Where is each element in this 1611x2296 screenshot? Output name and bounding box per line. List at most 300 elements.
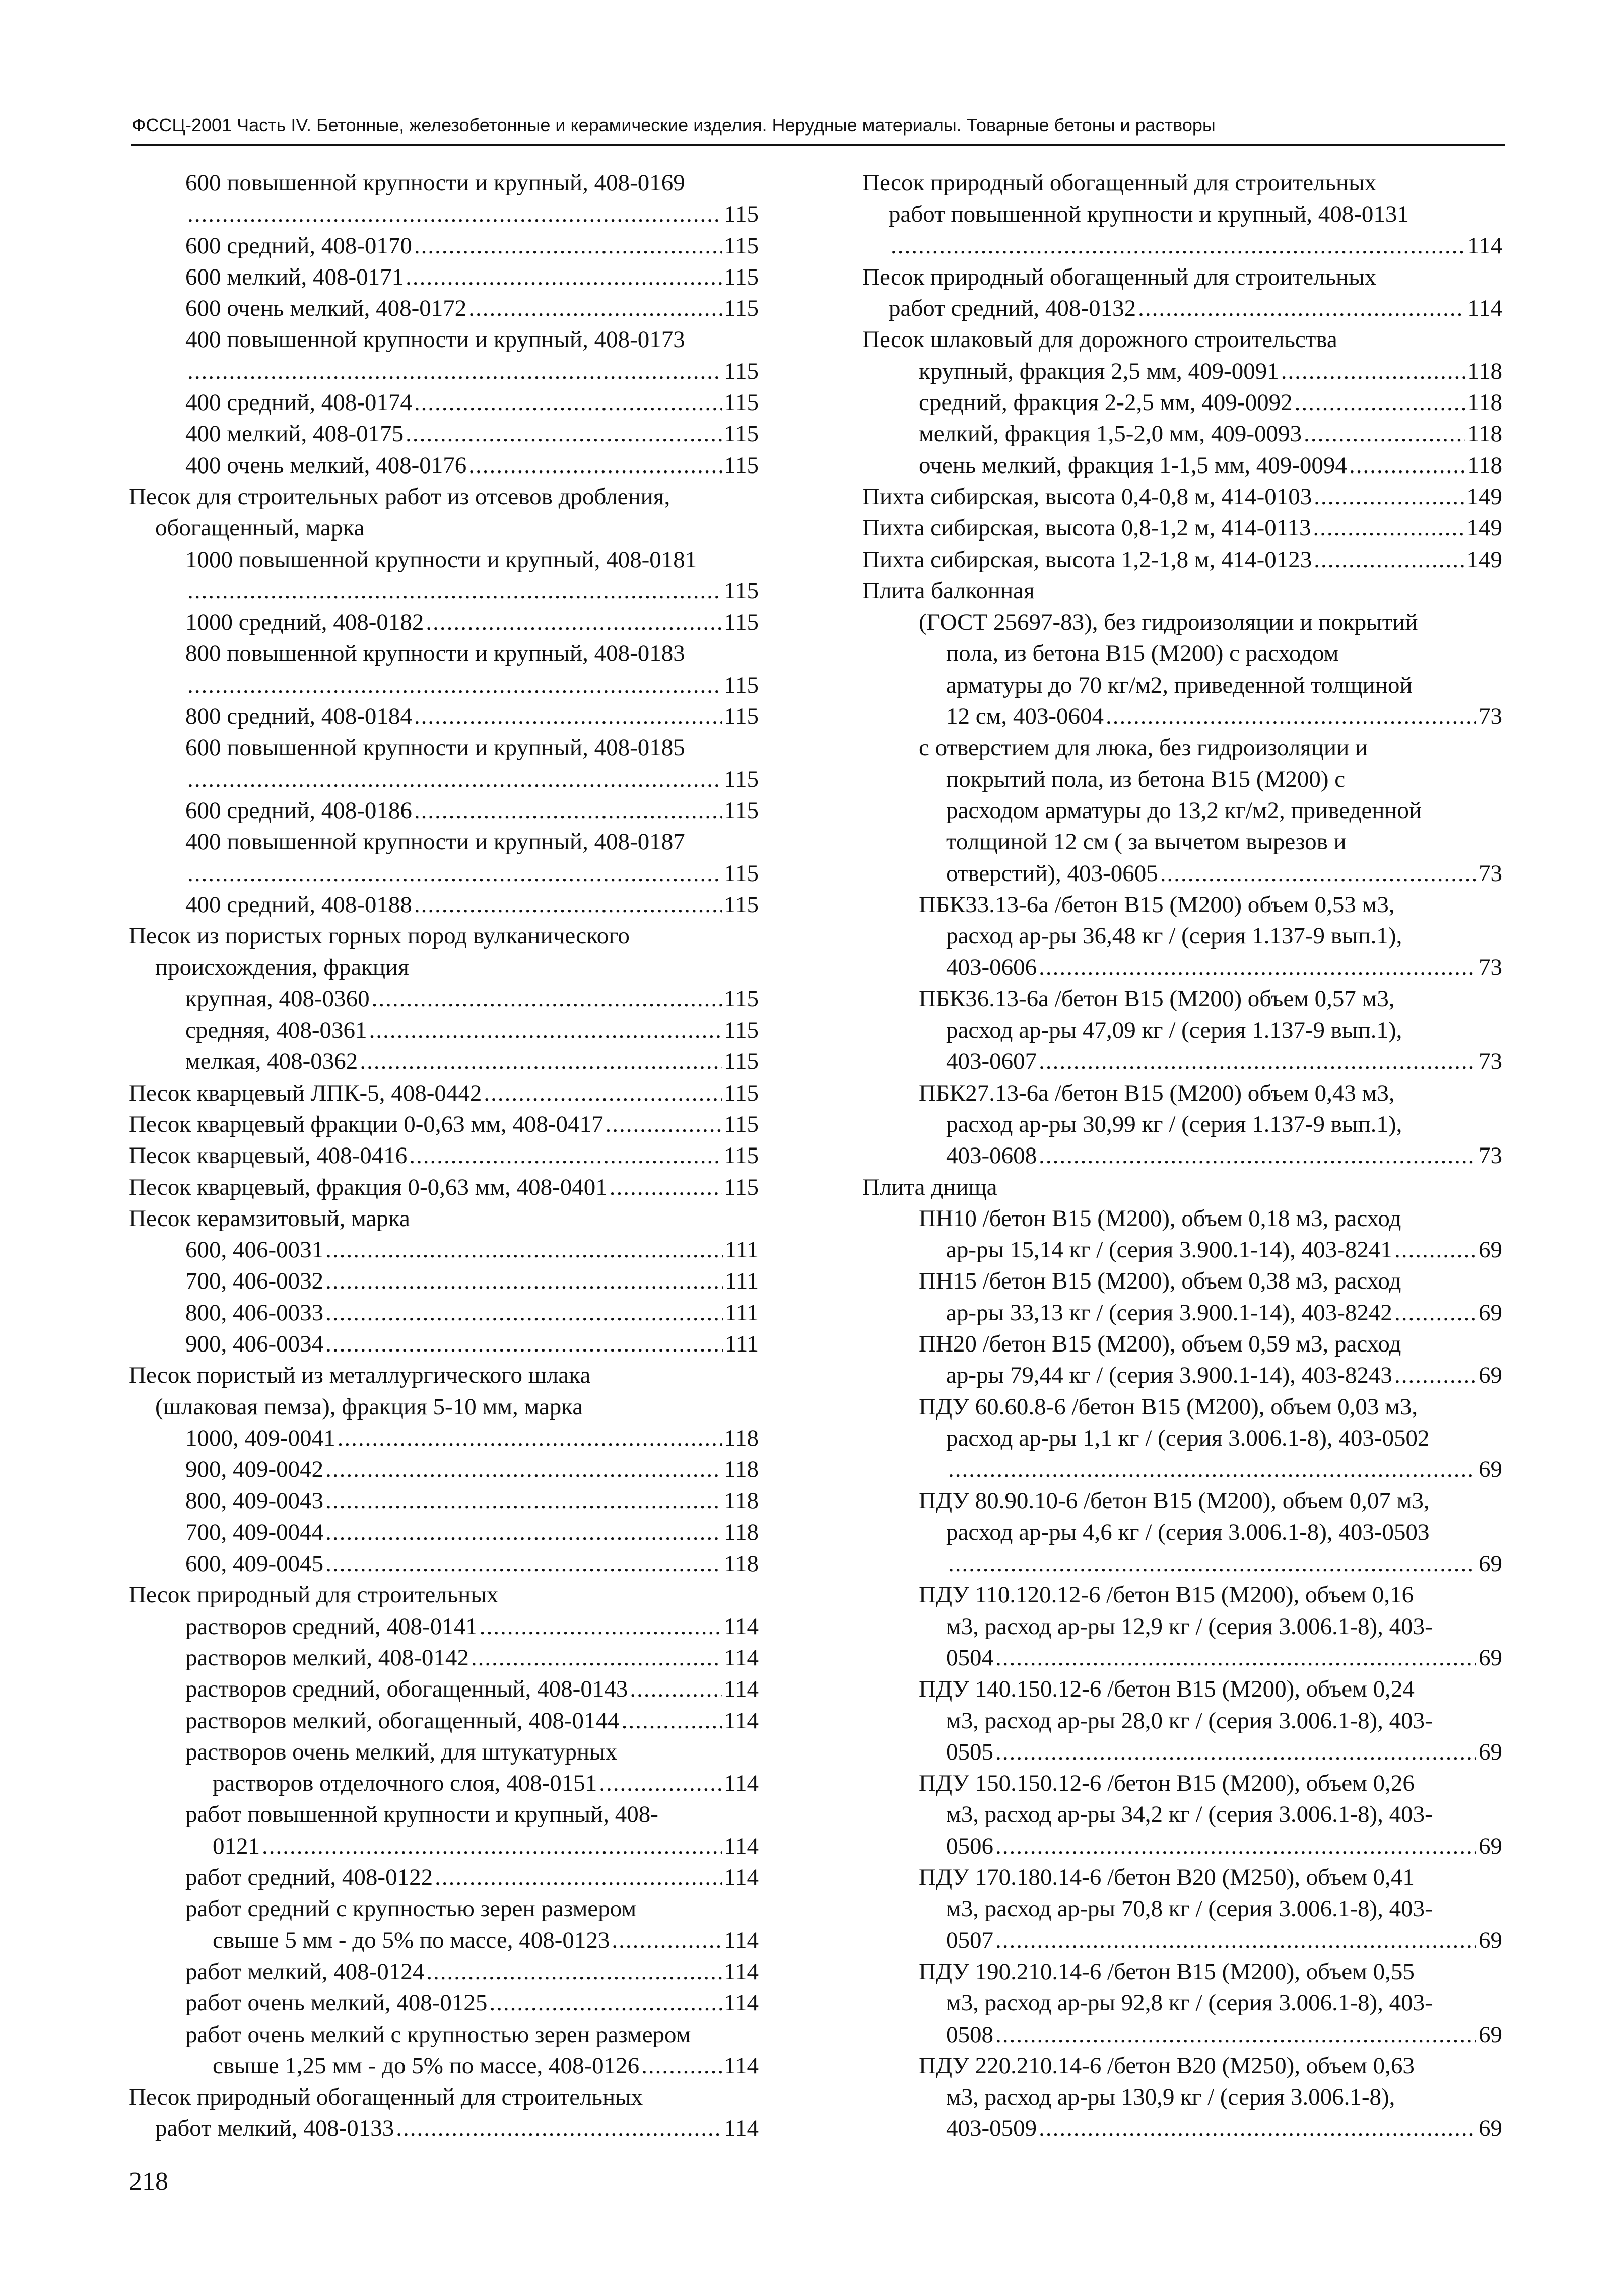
entry-text: 403-0607	[946, 1048, 1037, 1075]
entry-text: отверстий), 403-0605	[946, 860, 1158, 887]
entry-page-number: 115	[724, 860, 759, 887]
index-entry	[862, 1862, 1502, 1893]
dot-leader	[468, 450, 722, 481]
entry-text: работ мелкий, 408-0133	[155, 2115, 394, 2142]
index-entry	[129, 1611, 759, 1642]
dot-leader	[187, 575, 722, 606]
dot-leader	[948, 1454, 1476, 1485]
index-entry	[129, 2113, 759, 2144]
entry-text: 0508	[946, 2021, 993, 2048]
entry-page-number: 114	[1467, 232, 1502, 259]
entry-text: м3, расход ар-ры 12,9 кг / (серия 3.006.1-8), 403-	[946, 1613, 1433, 1640]
dot-leader	[435, 1862, 722, 1893]
index-entry	[862, 450, 1502, 481]
dot-leader	[187, 356, 722, 387]
index-entry	[129, 575, 759, 606]
index-entry	[129, 1485, 759, 1516]
entry-text: Песок кварцевый ЛПК-5, 408-0442	[129, 1079, 482, 1106]
entry-text: Плита балконная	[862, 577, 1035, 604]
entry-text: 800 средний, 408-0184	[185, 703, 412, 730]
index-column-left	[129, 167, 759, 2144]
dot-leader	[187, 858, 722, 889]
index-entry	[129, 1265, 759, 1297]
entry-page-number: 114	[724, 1613, 759, 1640]
dot-leader	[325, 1485, 722, 1516]
index-entry	[862, 1925, 1502, 1956]
entry-text: 700, 409-0044	[185, 1519, 324, 1545]
entry-text: ПН10 /бетон В15 (М200), объем 0,18 м3, расход	[919, 1205, 1401, 1232]
index-entry	[129, 1140, 759, 1171]
dot-leader	[1394, 1234, 1476, 1265]
entry-text: ар-ры 15,14 кг / (серия 3.900.1-14), 403-8241	[946, 1237, 1392, 1263]
index-entry	[129, 1172, 759, 1203]
index-entry	[862, 1172, 1502, 1203]
dot-leader	[891, 230, 1465, 261]
dot-leader	[325, 1234, 723, 1265]
entry-text: Песок шлаковый для дорожного строительства	[862, 326, 1337, 353]
index-entry	[862, 983, 1502, 1015]
index-entry	[862, 1265, 1502, 1297]
index-entry	[129, 983, 759, 1015]
index-entry	[862, 1768, 1502, 1799]
entry-page-number: 114	[724, 1644, 759, 1671]
index-entry	[129, 418, 759, 449]
index-entry	[129, 293, 759, 324]
entry-text: Песок керамзитовый, марка	[129, 1205, 410, 1232]
index-entry	[129, 1109, 759, 1140]
entry-text: растворов мелкий, 408-0142	[185, 1644, 469, 1671]
entry-text: происхождения, фракция	[155, 954, 409, 981]
index-entry	[129, 1925, 759, 1956]
dot-leader	[1313, 512, 1464, 544]
index-entry	[862, 261, 1502, 293]
entry-page-number: 114	[724, 1833, 759, 1859]
entry-text: ПН15 /бетон В15 (М200), объем 0,38 м3, расход	[919, 1268, 1401, 1295]
entry-text: ПДУ 140.150.12-6 /бетон В15 (М200), объем 0,24	[919, 1676, 1415, 1703]
entry-text: 400 повышенной крупности и крупный, 408-0173	[185, 326, 685, 353]
entry-page-number: 111	[724, 1330, 759, 1357]
entry-page-number: 115	[724, 609, 759, 636]
index-entry	[862, 889, 1502, 920]
entry-text: 0504	[946, 1644, 993, 1671]
index-entry	[129, 826, 759, 857]
index-entry	[862, 356, 1502, 387]
entry-text: с отверстием для люка, без гидроизоляции и	[919, 734, 1368, 761]
dot-leader	[360, 1046, 722, 1077]
index-entry	[862, 544, 1502, 575]
index-entry	[129, 952, 759, 983]
index-entry	[862, 826, 1502, 857]
entry-text: 600 средний, 408-0186	[185, 797, 412, 824]
dot-leader	[414, 701, 722, 732]
dot-leader	[995, 1736, 1476, 1768]
index-column-right	[862, 167, 1502, 2144]
entry-page-number: 118	[1467, 421, 1502, 447]
entry-text: растворов средний, обогащенный, 408-0143	[185, 1676, 628, 1703]
entry-page-number: 69	[1479, 1299, 1502, 1326]
entry-text: мелкая, 408-0362	[185, 1048, 358, 1075]
entry-page-number: 118	[1467, 389, 1502, 416]
entry-text: Песок кварцевый, 408-0416	[129, 1142, 408, 1169]
entry-page-number: 114	[724, 1770, 759, 1797]
entry-text: (ГОСТ 25697-83), без гидроизоляции и покрытий	[919, 609, 1418, 636]
index-entry	[862, 1517, 1502, 1548]
dot-leader	[1314, 481, 1464, 512]
index-entry	[862, 1046, 1502, 1077]
index-entry	[129, 1893, 759, 1924]
entry-page-number: 69	[1479, 2021, 1502, 2048]
dot-leader	[489, 1987, 722, 2018]
index-entry	[129, 1579, 759, 1610]
index-entry	[862, 858, 1502, 889]
index-entry	[129, 1673, 759, 1705]
dot-leader	[1295, 387, 1466, 418]
entry-text: 800 повышенной крупности и крупный, 408-0183	[185, 640, 685, 667]
index-entry	[129, 795, 759, 826]
entry-page-number: 69	[1479, 1833, 1502, 1859]
index-entry	[862, 2050, 1502, 2081]
entry-text: 1000, 409-0041	[185, 1425, 335, 1451]
index-entry	[862, 198, 1502, 230]
entry-text: растворов мелкий, обогащенный, 408-0144	[185, 1707, 620, 1734]
index-entry	[862, 575, 1502, 606]
index-entry	[862, 1705, 1502, 1736]
entry-text: Песок природный для строительных	[129, 1582, 499, 1608]
index-entry	[129, 920, 759, 952]
entry-text: свыше 1,25 мм - до 5% по массе, 408-0126	[213, 2052, 640, 2079]
entry-text: арматуры до 70 кг/м2, приведенной толщиной	[946, 671, 1413, 698]
entry-text: расходом арматуры до 13,2 кг/м2, приведенной	[946, 797, 1422, 824]
dot-leader	[622, 1705, 722, 1736]
index-entry	[862, 1328, 1502, 1360]
index-entry	[862, 1579, 1502, 1610]
entry-page-number: 118	[724, 1519, 759, 1545]
entry-page-number: 73	[1479, 1048, 1502, 1075]
page-number: 218	[129, 2167, 168, 2196]
entry-page-number: 115	[724, 766, 759, 792]
entry-text: (шлаковая пемза), фракция 5-10 мм, марка	[155, 1393, 583, 1420]
entry-text: покрытий пола, из бетона В15 (М200) с	[946, 766, 1346, 792]
index-entry	[862, 952, 1502, 983]
index-entry	[129, 1768, 759, 1799]
entry-page-number: 115	[724, 797, 759, 824]
index-entry	[129, 261, 759, 293]
entry-page-number: 69	[1479, 1456, 1502, 1483]
index-entry	[862, 2081, 1502, 2113]
entry-page-number: 115	[724, 1017, 759, 1044]
entry-text: расход ар-ры 30,99 кг / (серия 1.137-9 вып.1),	[946, 1111, 1402, 1137]
dot-leader	[338, 1423, 722, 1454]
entry-page-number: 115	[724, 577, 759, 604]
entry-page-number: 115	[724, 1111, 759, 1137]
entry-text: работ средний, 408-0132	[889, 295, 1136, 322]
dot-leader	[610, 1172, 722, 1203]
entry-text: м3, расход ар-ры 34,2 кг / (серия 3.006.1-8), 403-	[946, 1801, 1433, 1828]
entry-text: ПБК33.13-6а /бетон В15 (М200) объем 0,53 м3,	[919, 891, 1395, 918]
entry-text: 700, 406-0032	[185, 1268, 324, 1295]
entry-text: 400 повышенной крупности и крупный, 408-0187	[185, 829, 685, 855]
index-entry	[862, 1893, 1502, 1924]
entry-text: 600 мелкий, 408-0171	[185, 263, 404, 290]
index-entry	[862, 764, 1502, 795]
dot-leader	[606, 1109, 722, 1140]
entry-text: Песок природный обогащенный для строительных	[129, 2084, 643, 2111]
index-entry	[129, 1077, 759, 1109]
dot-leader	[995, 1925, 1476, 1956]
entry-text: ПДУ 80.90.10-6 /бетон В15 (М200), объем 0,07 м3,	[919, 1488, 1430, 1514]
index-entry	[129, 167, 759, 198]
entry-page-number: 115	[724, 1079, 759, 1106]
entry-page-number: 118	[724, 1425, 759, 1451]
entry-text: ар-ры 79,44 кг / (серия 3.900.1-14), 403-8243	[946, 1362, 1392, 1389]
entry-page-number: 69	[1479, 1927, 1502, 1953]
entry-page-number: 111	[724, 1299, 759, 1326]
dot-leader	[325, 1328, 723, 1360]
dot-leader	[406, 418, 722, 449]
dot-leader	[414, 230, 722, 261]
index-entry	[862, 920, 1502, 952]
entry-page-number: 115	[724, 985, 759, 1012]
dot-leader	[414, 387, 722, 418]
dot-leader	[187, 669, 722, 701]
dot-leader	[414, 795, 722, 826]
index-entry	[129, 1799, 759, 1830]
entry-text: Плита днища	[862, 1174, 997, 1200]
entry-page-number: 115	[724, 452, 759, 479]
entry-text: пола, из бетона В15 (М200) с расходом	[946, 640, 1339, 667]
entry-page-number: 73	[1479, 1142, 1502, 1169]
dot-leader	[325, 1297, 723, 1328]
dot-leader	[612, 1925, 722, 1956]
entry-text: 1000 средний, 408-0182	[185, 609, 424, 636]
entry-text: 1000 повышенной крупности и крупный, 408-0181	[185, 546, 697, 573]
index-entry	[129, 1454, 759, 1485]
index-entry	[129, 512, 759, 544]
index-entry	[129, 858, 759, 889]
entry-page-number: 115	[724, 1142, 759, 1169]
entry-page-number: 115	[724, 421, 759, 447]
index-entry	[129, 1391, 759, 1423]
entry-text: 800, 406-0033	[185, 1299, 324, 1326]
dot-leader	[948, 1548, 1476, 1579]
entry-page-number: 115	[724, 295, 759, 322]
entry-text: 400 мелкий, 408-0175	[185, 421, 404, 447]
entry-text: 403-0606	[946, 954, 1037, 981]
entry-page-number: 69	[1479, 2115, 1502, 2142]
index-entry	[862, 1611, 1502, 1642]
entry-text: растворов отделочного слоя, 408-0151	[213, 1770, 597, 1797]
entry-text: работ очень мелкий, 408-0125	[185, 1990, 488, 2016]
entry-text: 400 средний, 408-0188	[185, 891, 412, 918]
index-entry	[129, 356, 759, 387]
entry-text: расход ар-ры 47,09 кг / (серия 1.137-9 вып.1),	[946, 1017, 1402, 1044]
index-entry	[862, 1987, 1502, 2018]
index-entry	[129, 387, 759, 418]
index-entry	[862, 1548, 1502, 1579]
dot-leader	[406, 261, 722, 293]
index-entry	[862, 1642, 1502, 1673]
dot-leader	[414, 889, 722, 920]
entry-text: Песок кварцевый, фракция 0-0,63 мм, 408-0401	[129, 1174, 608, 1200]
index-entry	[129, 1987, 759, 2018]
entry-page-number: 69	[1479, 1738, 1502, 1765]
dot-leader	[484, 1077, 722, 1109]
entry-page-number: 69	[1479, 1550, 1502, 1577]
dot-leader	[325, 1454, 722, 1485]
index-entry	[862, 1360, 1502, 1391]
entry-text: ПДУ 190.210.14-6 /бетон В15 (М200), объем 0,55	[919, 1958, 1415, 1985]
entry-text: расход ар-ры 4,6 кг / (серия 3.006.1-8), 403-0503	[946, 1519, 1430, 1545]
entry-text: Пихта сибирская, высота 1,2-1,8 м, 414-0123	[862, 546, 1312, 573]
entry-text: ПДУ 220.210.14-6 /бетон В20 (М250), объем 0,63	[919, 2052, 1415, 2079]
entry-page-number: 69	[1479, 1362, 1502, 1389]
entry-text: 600 очень мелкий, 408-0172	[185, 295, 467, 322]
entry-text: Песок для строительных работ из отсевов дробления,	[129, 483, 670, 510]
entry-text: Пихта сибирская, высота 0,4-0,8 м, 414-0103	[862, 483, 1312, 510]
index-entry	[129, 1548, 759, 1579]
index-entry	[129, 1642, 759, 1673]
index-entry	[129, 198, 759, 230]
index-entry	[129, 1517, 759, 1548]
index-entry	[129, 1203, 759, 1234]
entry-page-number: 114	[724, 2052, 759, 2079]
entry-page-number: 114	[724, 1707, 759, 1734]
entry-page-number: 149	[1466, 483, 1502, 510]
index-entry	[862, 1140, 1502, 1171]
index-entry	[862, 795, 1502, 826]
entry-page-number: 115	[724, 389, 759, 416]
entry-page-number: 115	[724, 1174, 759, 1200]
index-entry	[129, 889, 759, 920]
entry-text: м3, расход ар-ры 70,8 кг / (серия 3.006.1-8), 403-	[946, 1896, 1433, 1922]
entry-text: 0507	[946, 1927, 993, 1953]
dot-leader	[369, 1015, 722, 1046]
entry-page-number: 149	[1466, 546, 1502, 573]
index-entry	[129, 1956, 759, 1987]
dot-leader	[262, 1831, 722, 1862]
index-entry	[129, 481, 759, 512]
index-entry	[862, 1297, 1502, 1328]
entry-page-number: 118	[724, 1456, 759, 1483]
index-entry	[129, 544, 759, 575]
entry-text: 600 средний, 408-0170	[185, 232, 412, 259]
dot-leader	[426, 1956, 722, 1987]
entry-page-number: 118	[724, 1550, 759, 1577]
entry-text: м3, расход ар-ры 130,9 кг / (серия 3.006.1-8),	[946, 2084, 1395, 2111]
entry-text: 600, 406-0031	[185, 1237, 324, 1263]
entry-page-number: 115	[724, 1048, 759, 1075]
entry-text: Пихта сибирская, высота 0,8-1,2 м, 414-0113	[862, 515, 1311, 542]
index-entry	[129, 1234, 759, 1265]
dot-leader	[1039, 1046, 1476, 1077]
entry-text: крупная, 408-0360	[185, 985, 370, 1012]
entry-page-number: 118	[1467, 452, 1502, 479]
entry-text: 400 очень мелкий, 408-0176	[185, 452, 467, 479]
entry-text: 800, 409-0043	[185, 1488, 324, 1514]
dot-leader	[409, 1140, 722, 1171]
entry-text: крупный, фракция 2,5 мм, 409-0091	[919, 358, 1279, 384]
index-entry	[129, 606, 759, 638]
entry-text: 900, 409-0042	[185, 1456, 324, 1483]
entry-text: расход ар-ры 36,48 кг / (серия 1.137-9 вып.1),	[946, 923, 1402, 950]
dot-leader	[480, 1611, 722, 1642]
entry-page-number: 69	[1479, 1237, 1502, 1263]
entry-text: работ средний с крупностью зерен размером	[185, 1896, 637, 1922]
entry-text: 0121	[213, 1833, 260, 1859]
entry-text: работ очень мелкий с крупностью зерен размером	[185, 2021, 691, 2048]
entry-text: м3, расход ар-ры 28,0 кг / (серия 3.006.1-8), 403-	[946, 1707, 1433, 1734]
index-entry	[862, 701, 1502, 732]
index-entry	[862, 2113, 1502, 2144]
entry-text: расход ар-ры 1,1 кг / (серия 3.006.1-8), 403-0502	[946, 1425, 1430, 1451]
dot-leader	[471, 1642, 722, 1673]
index-entry	[862, 606, 1502, 638]
entry-text: Песок пористый из металлургического шлака	[129, 1362, 591, 1389]
entry-text: ПДУ 60.60.8-6 /бетон В15 (М200), объем 0,03 м3,	[919, 1393, 1418, 1420]
entry-text: работ повышенной крупности и крупный, 408-	[185, 1801, 658, 1828]
index-entry	[862, 1015, 1502, 1046]
dot-leader	[599, 1768, 722, 1799]
entry-page-number: 115	[724, 358, 759, 384]
index-entry	[862, 1203, 1502, 1234]
index-entry	[862, 387, 1502, 418]
index-entry	[862, 638, 1502, 669]
dot-leader	[468, 293, 722, 324]
entry-text: Песок природный обогащенный для строительных	[862, 170, 1377, 196]
index-entry	[862, 1391, 1502, 1423]
entry-text: ПБК36.13-6а /бетон В15 (М200) объем 0,57 м3,	[919, 985, 1395, 1012]
entry-page-number: 114	[724, 1990, 759, 2016]
entry-text: ар-ры 33,13 кг / (серия 3.900.1-14), 403-8242	[946, 1299, 1392, 1326]
dot-leader	[1394, 1360, 1476, 1391]
index-entry	[862, 418, 1502, 449]
index-entry	[862, 512, 1502, 544]
index-entry	[862, 669, 1502, 701]
entry-text: ПДУ 170.180.14-6 /бетон В20 (М250), объем 0,41	[919, 1864, 1415, 1891]
dot-leader	[372, 983, 722, 1015]
index-entry	[129, 1705, 759, 1736]
dot-leader	[1138, 293, 1465, 324]
entry-text: ПДУ 110.120.12-6 /бетон В15 (М200), объем 0,16	[919, 1582, 1414, 1608]
index-entry	[129, 450, 759, 481]
index-entry	[862, 1831, 1502, 1862]
entry-text: растворов очень мелкий, для штукатурных	[185, 1738, 618, 1765]
dot-leader	[1281, 356, 1466, 387]
entry-text: 600 повышенной крупности и крупный, 408-0185	[185, 734, 685, 761]
header-rule	[131, 144, 1505, 146]
dot-leader	[1160, 858, 1476, 889]
entry-text: свыше 5 мм - до 5% по массе, 408-0123	[213, 1927, 610, 1953]
entry-text: 12 см, 403-0604	[946, 703, 1104, 730]
index-entry	[862, 1799, 1502, 1830]
index-entry	[862, 1956, 1502, 1987]
index-entry	[129, 1297, 759, 1328]
entry-text: ПН20 /бетон В15 (М200), объем 0,59 м3, расход	[919, 1330, 1401, 1357]
index-entry	[862, 732, 1502, 763]
entry-text: средняя, 408-0361	[185, 1017, 367, 1044]
dot-leader	[995, 1831, 1476, 1862]
index-entry	[129, 1831, 759, 1862]
dot-leader	[995, 2019, 1476, 2050]
entry-text: очень мелкий, фракция 1-1,5 мм, 409-0094	[919, 452, 1347, 479]
entry-page-number: 115	[724, 703, 759, 730]
entry-text: 900, 406-0034	[185, 1330, 324, 1357]
index-entry	[862, 324, 1502, 355]
entry-text: мелкий, фракция 1,5-2,0 мм, 409-0093	[919, 421, 1302, 447]
dot-leader	[1394, 1297, 1476, 1328]
entry-page-number: 111	[724, 1237, 759, 1263]
index-entry	[862, 1109, 1502, 1140]
